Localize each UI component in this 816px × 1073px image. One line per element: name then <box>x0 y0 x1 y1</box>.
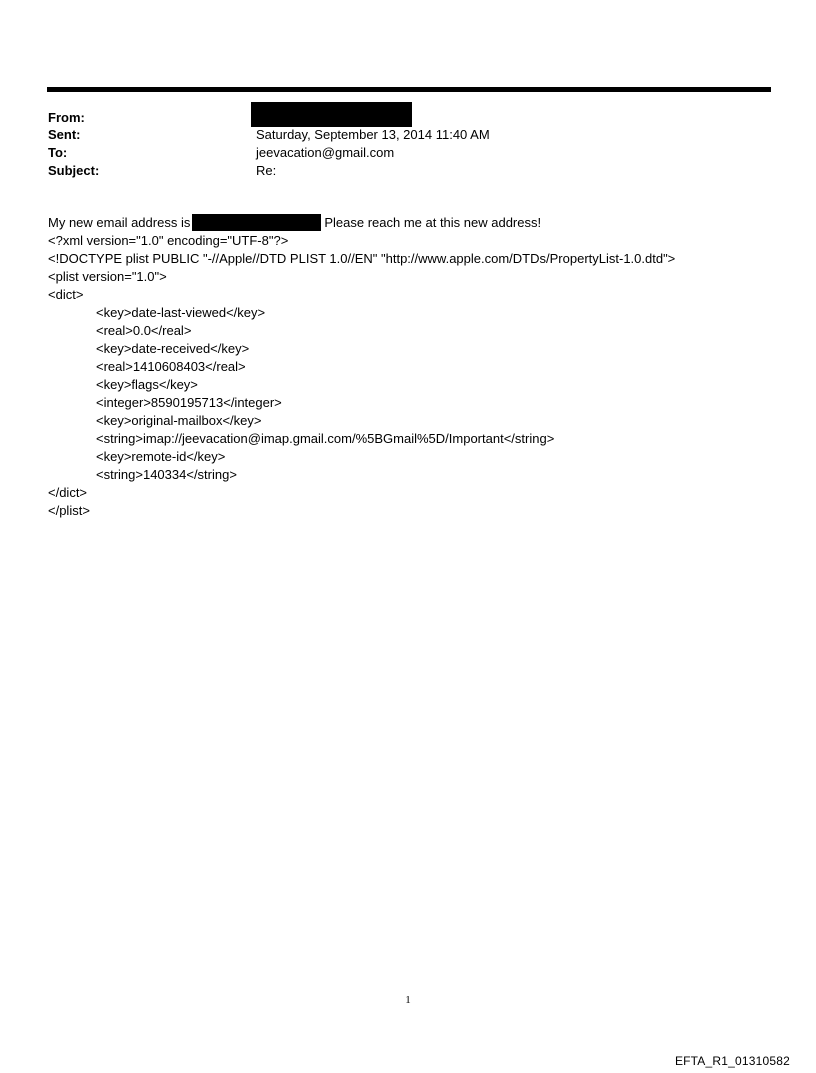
intro-before: My new email address is <box>48 215 191 230</box>
to-value: jeevacation@gmail.com <box>256 145 395 160</box>
plist-line: <real>1410608403</real> <box>96 359 246 374</box>
plist-line: <real>0.0</real> <box>96 323 192 338</box>
plist-line: </plist> <box>48 503 90 518</box>
subject-label: Subject: <box>48 163 100 178</box>
plist-line: <key>original-mailbox</key> <box>96 413 262 428</box>
plist-line: <string>140334</string> <box>96 467 237 482</box>
document-id: EFTA_R1_01310582 <box>674 1054 790 1068</box>
intro-line <box>48 214 768 232</box>
email-redaction <box>192 214 321 231</box>
email-body <box>48 214 768 520</box>
plist-line: <string>imap://jeevacation@imap.gmail.com/%5BGmail%5D/Important</string> <box>96 431 555 446</box>
plist-line: <?xml version="1.0" encoding="UTF-8"?> <box>48 233 289 248</box>
subject-value: Re: <box>256 163 277 178</box>
plist-line: <key>date-received</key> <box>96 341 250 356</box>
plist-line: <key>remote-id</key> <box>96 449 226 464</box>
plist-line: <plist version="1.0"> <box>48 269 167 284</box>
to-row <box>48 144 748 162</box>
plist-line: </dict> <box>48 485 88 500</box>
sent-row <box>48 126 748 144</box>
page-number: 1 <box>405 994 411 1006</box>
header-divider <box>47 87 771 92</box>
intro-after: Please reach me at this new address! <box>324 215 542 230</box>
sent-value: Saturday, September 13, 2014 11:40 AM <box>256 127 490 142</box>
subject-row <box>48 162 748 180</box>
plist-line: <key>date-last-viewed</key> <box>96 305 266 320</box>
sent-label: Sent: <box>48 127 81 142</box>
from-label: From: <box>48 110 85 125</box>
plist-line: <key>flags</key> <box>96 377 198 392</box>
from-row <box>48 109 748 127</box>
plist-line: <integer>8590195713</integer> <box>96 395 282 410</box>
plist-line: <dict> <box>48 287 84 302</box>
plist-line: <!DOCTYPE plist PUBLIC "-//Apple//DTD PLIST 1.0//EN" "http://www.apple.com/DTDs/PropertyList-1.0.dtd"> <box>48 251 676 266</box>
to-label: To: <box>48 145 68 160</box>
from-redaction <box>251 102 412 127</box>
